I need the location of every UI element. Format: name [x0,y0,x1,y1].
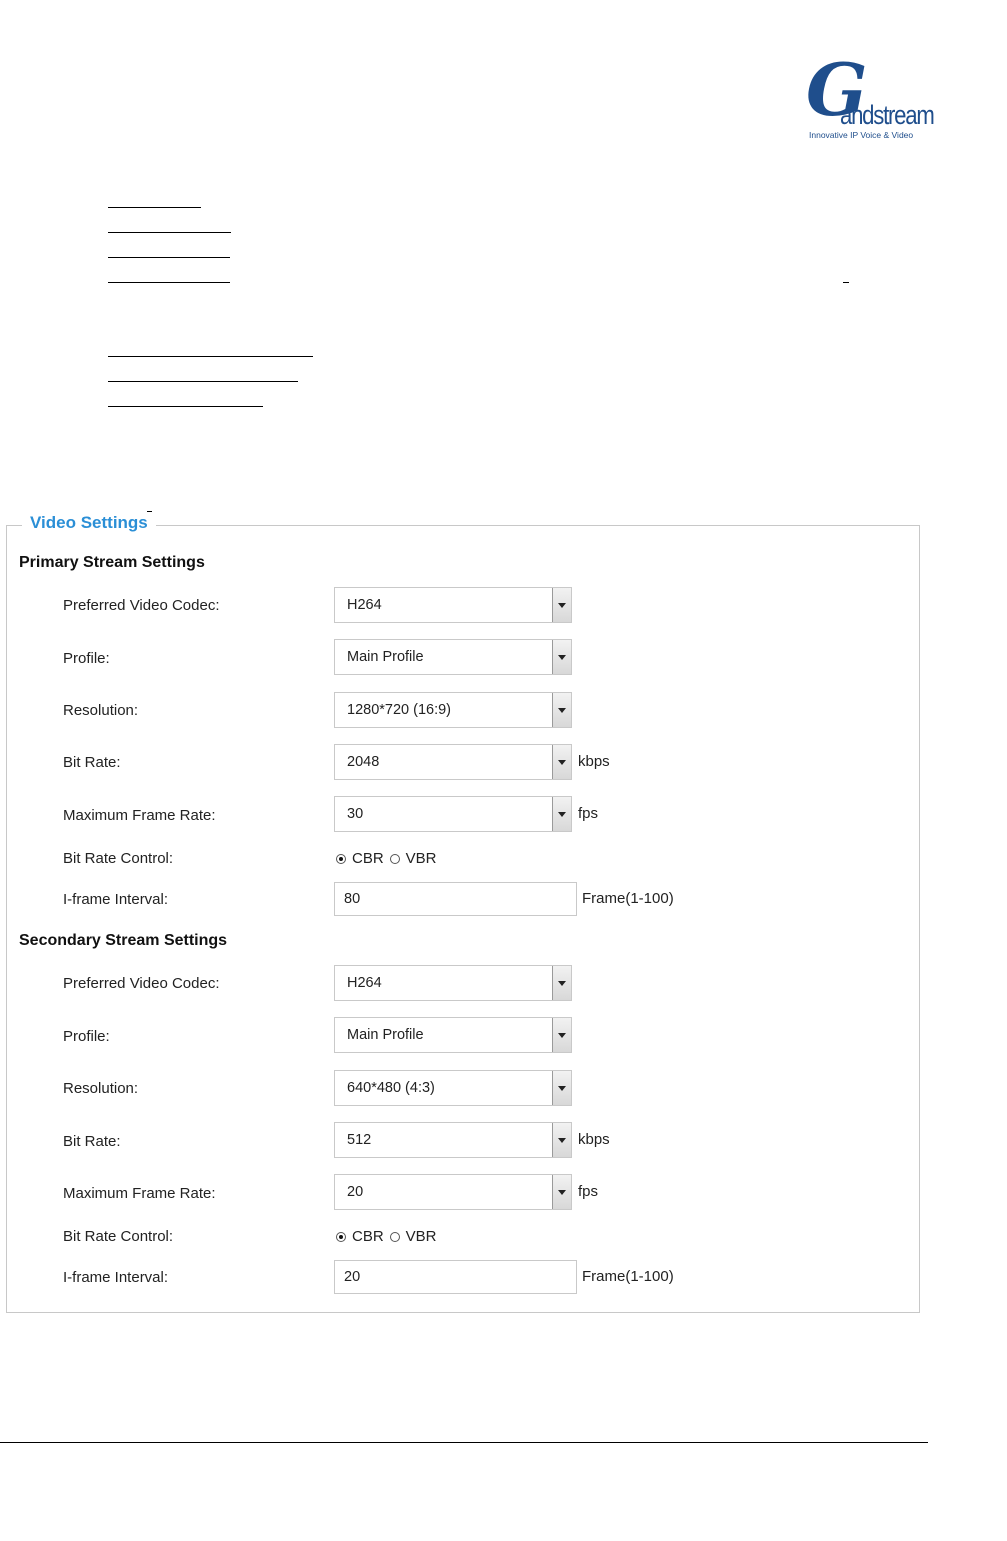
secondary-bitrate-label: Bit Rate: [63,1133,121,1150]
video-settings-legend: Video Settings [22,513,156,533]
blank-line [108,232,231,233]
secondary-bitrate-unit: kbps [578,1131,610,1148]
primary-resolution-label: Resolution: [63,702,139,719]
primary-framerate-unit: fps [578,805,599,822]
grandstream-logo [800,47,934,148]
secondary-cbr-label: CBR [352,1228,384,1245]
blank-line [108,356,313,357]
footer-divider [0,1442,928,1443]
blank-line [108,282,230,283]
secondary-codec-select[interactable] [334,965,572,1001]
secondary-framerate-label: Maximum Frame Rate: [63,1185,216,1202]
primary-iframe-label: I-frame Interval: [63,891,169,908]
primary-stream-title: Primary Stream Settings [19,554,205,571]
secondary-profile-label: Profile: [63,1028,110,1045]
secondary-profile-select[interactable] [334,1017,572,1053]
primary-profile-value: Main Profile [347,649,424,665]
chevron-down-icon[interactable] [552,1123,571,1157]
primary-brc-label: Bit Rate Control: [63,850,174,867]
primary-framerate-value: 30 [347,806,364,822]
primary-resolution-value: 1280*720 (16:9) [347,702,451,718]
chevron-down-icon[interactable] [552,693,571,727]
logo-brand-text: andstream [840,100,934,130]
secondary-iframe-input[interactable] [334,1260,577,1294]
primary-cbr-label: CBR [352,850,384,867]
primary-codec-select[interactable] [334,587,572,623]
secondary-brc-radio-group [336,1228,443,1245]
primary-bitrate-unit: kbps [578,753,610,770]
primary-iframe-value: 80 [344,891,361,907]
blank-line [147,511,152,512]
secondary-codec-value: H264 [347,975,382,991]
secondary-framerate-select[interactable] [334,1174,572,1210]
chevron-down-icon[interactable] [552,745,571,779]
secondary-bitrate-value: 512 [347,1132,372,1148]
blank-line [108,207,201,208]
primary-framerate-select[interactable] [334,796,572,832]
blank-line [108,257,230,258]
blank-line [108,406,263,407]
secondary-vbr-radio[interactable] [390,1232,400,1242]
secondary-iframe-unit: Frame(1-100) [582,1268,674,1285]
primary-bitrate-value: 2048 [347,754,380,770]
chevron-down-icon[interactable] [552,588,571,622]
primary-vbr-label: VBR [405,850,437,867]
primary-vbr-radio[interactable] [390,854,400,864]
primary-profile-label: Profile: [63,650,110,667]
chevron-down-icon[interactable] [552,797,571,831]
chevron-down-icon[interactable] [552,1071,571,1105]
secondary-bitrate-select[interactable] [334,1122,572,1158]
primary-iframe-unit: Frame(1-100) [582,890,674,907]
secondary-framerate-value: 20 [347,1184,364,1200]
secondary-codec-label: Preferred Video Codec: [63,975,220,992]
chevron-down-icon[interactable] [552,1175,571,1209]
secondary-resolution-label: Resolution: [63,1080,139,1097]
chevron-down-icon[interactable] [552,966,571,1000]
secondary-stream-title: Secondary Stream Settings [19,932,228,949]
primary-bitrate-label: Bit Rate: [63,754,121,771]
secondary-vbr-label: VBR [405,1228,437,1245]
chevron-down-icon[interactable] [552,640,571,674]
primary-framerate-label: Maximum Frame Rate: [63,807,216,824]
primary-resolution-select[interactable] [334,692,572,728]
primary-bitrate-select[interactable] [334,744,572,780]
chevron-down-icon[interactable] [552,1018,571,1052]
primary-profile-select[interactable] [334,639,572,675]
primary-cbr-radio[interactable] [336,854,346,864]
secondary-iframe-value: 20 [344,1269,361,1285]
primary-codec-value: H264 [347,597,382,613]
logo-g-glyph: G [806,47,868,132]
logo-tagline: Innovative IP Voice & Video [809,130,914,140]
secondary-iframe-label: I-frame Interval: [63,1269,169,1286]
secondary-resolution-select[interactable] [334,1070,572,1106]
primary-brc-radio-group [336,850,443,867]
secondary-framerate-unit: fps [578,1183,599,1200]
primary-codec-label: Preferred Video Codec: [63,597,220,614]
secondary-cbr-radio[interactable] [336,1232,346,1242]
blank-line [108,381,298,382]
secondary-brc-label: Bit Rate Control: [63,1228,174,1245]
secondary-profile-value: Main Profile [347,1027,424,1043]
secondary-resolution-value: 640*480 (4:3) [347,1080,435,1096]
blank-line [843,282,849,283]
primary-iframe-input[interactable] [334,882,577,916]
